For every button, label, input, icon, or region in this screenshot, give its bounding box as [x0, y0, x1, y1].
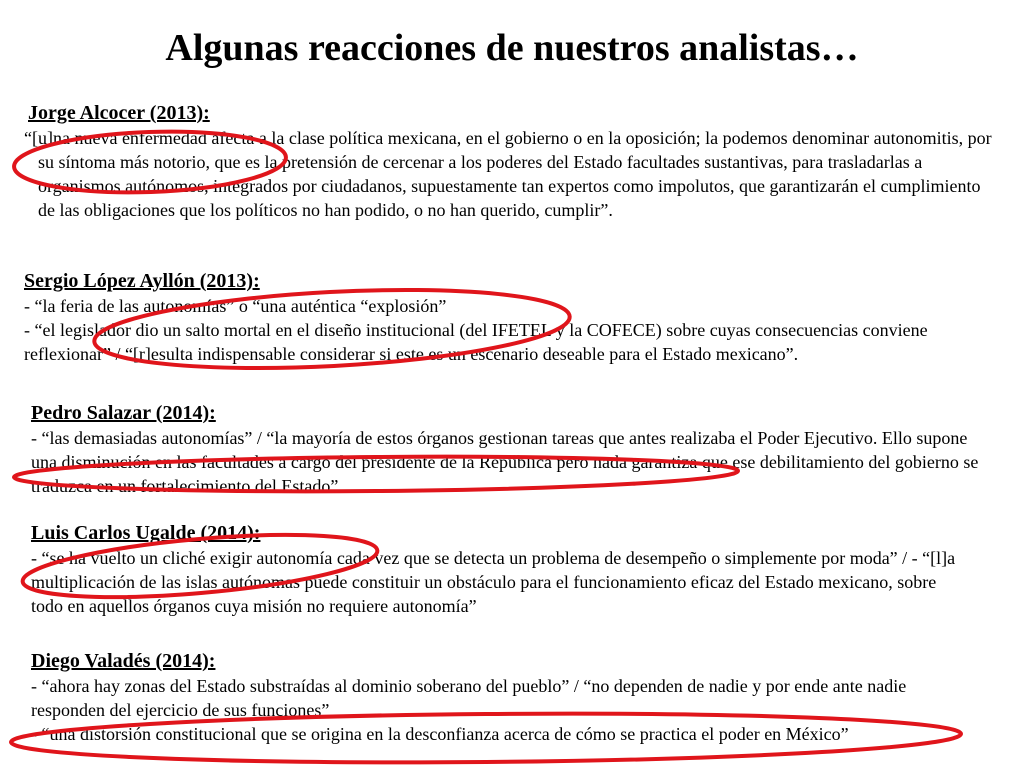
author-heading: Luis Carlos Ugalde (2014):	[31, 522, 261, 544]
slide-title: Algunas reacciones de nuestros analistas…	[165, 27, 859, 69]
quote-text: - “una distorsión constitucional que se origina en la desconfianza acerca de cómo se practica el poder en México”	[31, 724, 849, 744]
quote-section-salazar	[31, 400, 981, 498]
quote-section-lopez-ayllon	[24, 268, 994, 366]
quote-text: - “las demasiadas autonomías” / “la mayoría de estos órganos gestionan tareas que antes realizaba el Poder Ejecutivo. Ello supone una disminución en las facultades a cargo del presidente de la República pero nada garantiza que ese debilitamiento del gobierno se traduzca en un fortalecimiento del Estado”.	[31, 428, 979, 496]
quote-text: “[u]na nueva enfermedad afecta a la clase política mexicana, en el gobierno o en la oposición; la podemos denominar autonomitis, por su síntoma más notorio, que es la pretensión de cercenar a los poderes del Estado facultades sustantivas, para trasladarlas a organismos autónomos, integrados por ciudadanos, supuestamente tan expertos como impolutos, que garantizarán el cumplimiento de las obligaciones que los políticos no han podido, o no han querido, cumplir”.	[24, 128, 992, 220]
author-heading: Diego Valadés (2014):	[31, 650, 216, 672]
quote-section-valades	[31, 648, 961, 746]
quote-text: - “ahora hay zonas del Estado substraídas al dominio soberano del pueblo” / “no dependen de nadie y por ende ante nadie responden del ejercicio de sus funciones”	[31, 676, 907, 720]
quote-section-ugalde	[31, 520, 971, 618]
quote-text: - “el legislador dio un salto mortal en el diseño institucional (del IFETEL y la COFECE) sobre cuyas consecuencias conviene reflexionar” / “[r]esulta indispensable considerar si este es un escenario deseable para el Estado mexicano”.	[24, 320, 928, 364]
author-heading: Sergio López Ayllón (2013):	[24, 270, 260, 292]
author-heading: Pedro Salazar (2014):	[31, 402, 216, 424]
quote-text: - “la feria de las autonomías” o “una auténtica “explosión”	[24, 296, 447, 316]
quote-section-alcocer	[24, 100, 1000, 222]
author-heading: Jorge Alcocer (2013):	[28, 102, 210, 124]
quote-text: - “se ha vuelto un cliché exigir autonomía cada vez que se detecta un problema de desempeño o simplemente por moda” / - “[l]a multiplicación de las islas autónomas puede constituir un obstáculo para el funcionamiento eficaz del Estado mexicano, sobre todo en aquellos órganos cuya misión no requiere autonomía”	[31, 548, 956, 616]
